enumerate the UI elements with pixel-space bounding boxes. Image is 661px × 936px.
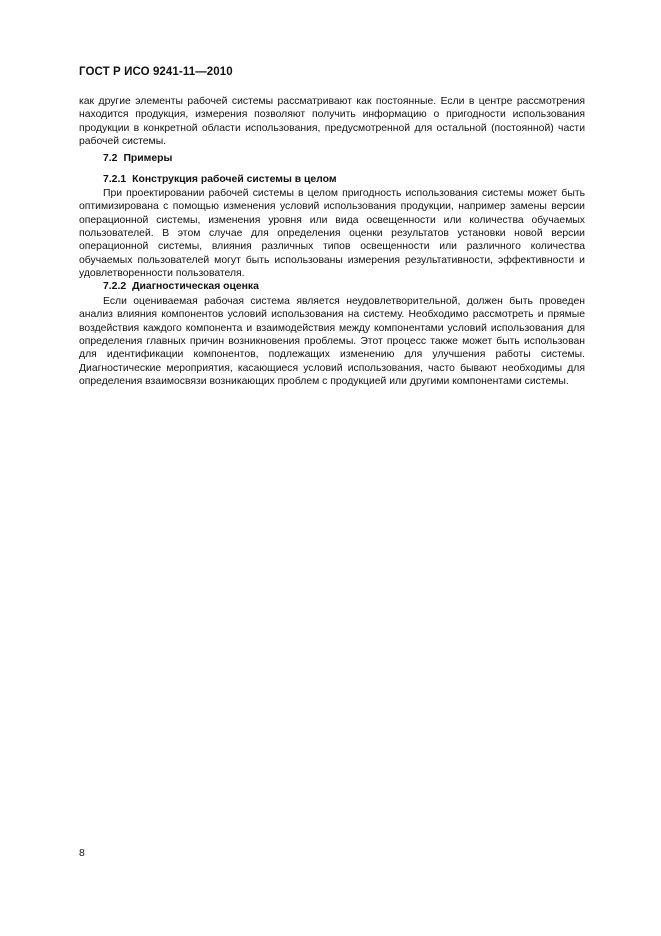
section-7-2-2-title: Диагностическая оценка	[132, 281, 259, 293]
section-7-2-1-number: 7.2.1	[103, 173, 127, 185]
section-7-2-2-paragraph: Если оцениваемая рабочая система является неудовлетворительной, должен быть проведен анализ влияния компонентов условий использования на систему. Необходимо рассмотреть и прямые воздействия каждого компонента и взаимодействия между компонентами условий использования для определения главных причин возникновения проблемы. Этот процесс также может быть использован для идентификации компонентов, подлежащих изменению для улучшения работы системы. Диагностические мероприятия, касающиеся условий использования, часто бывают необходимы для определения взаимосвязи возникающих проблем с продукцией или другими компонентами системы.	[79, 295, 585, 387]
standard-header: ГОСТ Р ИСО 9241-11—2010	[79, 66, 233, 78]
section-7-2-heading	[79, 152, 585, 165]
section-7-2-number: 7.2	[103, 153, 118, 165]
page-number: 8	[79, 848, 85, 859]
section-7-2-1-paragraph: При проектировании рабочей системы в целом пригодность использования системы может быть оптимизирована с помощью изменения условий использования продукции, например замены версии операционной системы, изменения уровня или вида освещенности или количества обучаемых пользователей. В этом случае для определения оценки результатов установки новой версии операционной системы, влияния различных типов освещенности или различного количества обучаемых пользователей могут быть использованы измерения результативности, эффективности и удовлетворенности пользователя.	[79, 188, 585, 280]
section-7-2-1-title: Конструкция рабочей системы в целом	[132, 173, 337, 185]
section-7-2-2-heading	[79, 280, 585, 293]
section-7-2-1-heading	[79, 173, 585, 186]
section-7-2-2-number: 7.2.2	[103, 281, 127, 293]
intro-paragraph: как другие элементы рабочей системы рассматривают как постоянные. Если в центре рассмотрения находится продукция, измерения позволяют получить информацию о пригодности использования продукции в конкретной области использования, предусмотренной для остальной (постоянной) части рабочей системы.	[79, 96, 585, 148]
document-body	[79, 95, 585, 388]
section-7-2-title: Примеры	[123, 153, 173, 165]
